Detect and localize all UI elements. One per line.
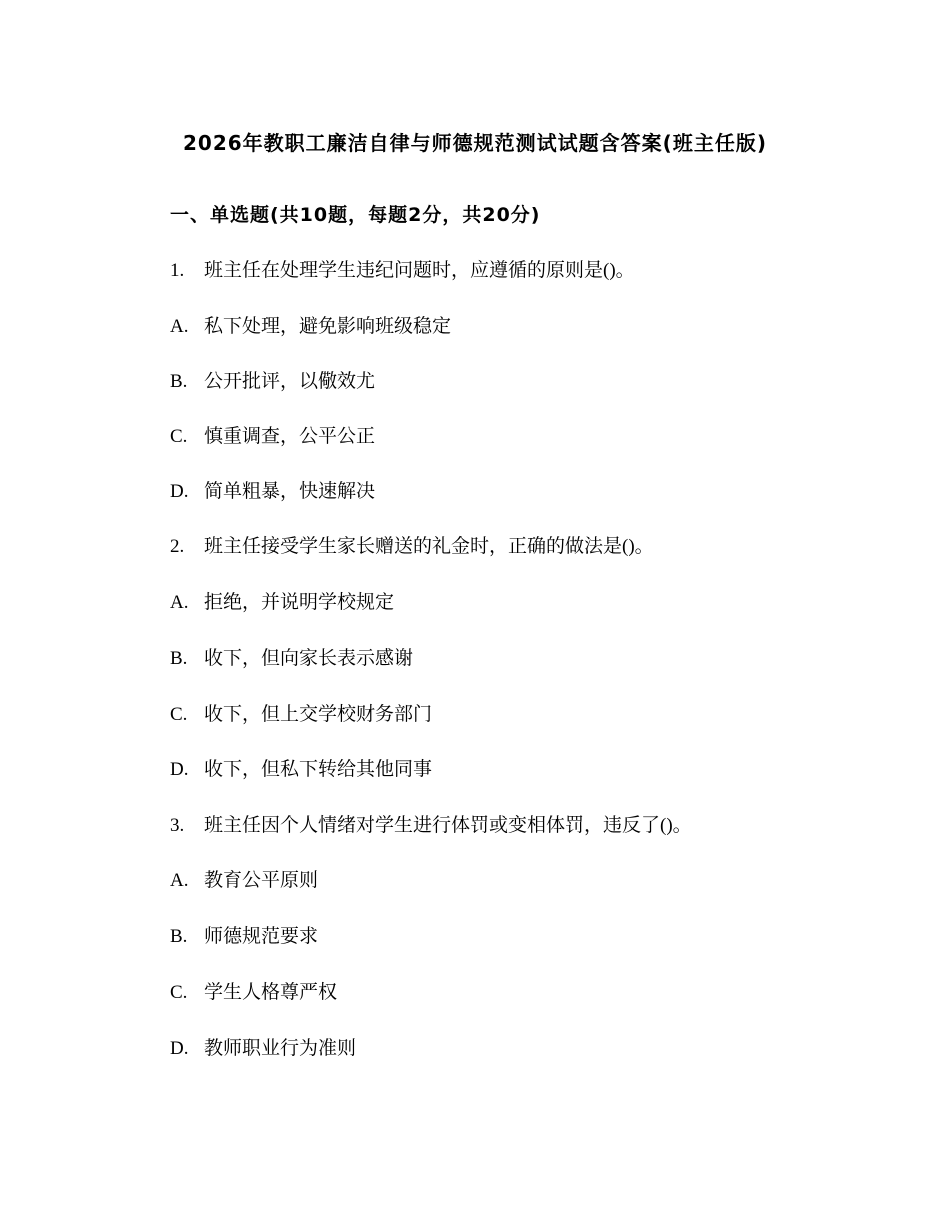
option-letter: B. bbox=[170, 648, 188, 669]
question-2 bbox=[170, 532, 654, 562]
option-letter: C. bbox=[170, 704, 188, 725]
option-letter: B. bbox=[170, 926, 188, 947]
question-3-option-c bbox=[170, 978, 337, 1008]
option-letter: C. bbox=[170, 426, 188, 447]
option-letter: D. bbox=[170, 1038, 189, 1059]
question-number: 3. bbox=[170, 815, 185, 836]
question-3 bbox=[170, 811, 692, 841]
option-text: 慎重调查，公平公正 bbox=[204, 426, 376, 447]
question-3-option-a bbox=[170, 866, 318, 896]
option-text: 私下处理，避免影响班级稳定 bbox=[204, 316, 452, 337]
page-title: 2026年教职工廉洁自律与师德规范测试试题含答案(班主任版) bbox=[183, 131, 767, 155]
option-letter: B. bbox=[170, 371, 188, 392]
question-2-option-a bbox=[170, 588, 394, 618]
option-text: 公开批评，以儆效尤 bbox=[204, 371, 376, 392]
option-text: 简单粗暴，快速解决 bbox=[204, 481, 376, 502]
option-text: 教师职业行为准则 bbox=[204, 1038, 357, 1059]
question-2-option-c bbox=[170, 700, 432, 730]
option-letter: D. bbox=[170, 759, 189, 780]
question-text: 班主任接受学生家长赠送的礼金时，正确的做法是()。 bbox=[204, 536, 654, 557]
option-letter: A. bbox=[170, 316, 189, 337]
option-letter: A. bbox=[170, 870, 189, 891]
question-2-option-d bbox=[170, 755, 432, 785]
option-letter: C. bbox=[170, 982, 188, 1003]
question-1 bbox=[170, 256, 635, 286]
option-letter: A. bbox=[170, 592, 189, 613]
question-2-option-b bbox=[170, 644, 413, 674]
option-letter: D. bbox=[170, 481, 189, 502]
option-text: 师德规范要求 bbox=[204, 926, 319, 947]
question-1-option-d bbox=[170, 477, 375, 507]
option-text: 拒绝，并说明学校规定 bbox=[204, 592, 395, 613]
option-text: 收下，但上交学校财务部门 bbox=[204, 704, 433, 725]
question-text: 班主任因个人情绪对学生进行体罚或变相体罚，违反了()。 bbox=[204, 815, 692, 836]
question-1-option-a bbox=[170, 312, 451, 342]
question-3-option-d bbox=[170, 1034, 356, 1064]
section-heading: 一、单选题(共10题，每题2分，共20分) bbox=[170, 204, 541, 226]
question-3-option-b bbox=[170, 922, 318, 952]
option-text: 学生人格尊严权 bbox=[204, 982, 338, 1003]
question-1-option-c bbox=[170, 422, 375, 452]
question-text: 班主任在处理学生违纪问题时，应遵循的原则是()。 bbox=[204, 260, 635, 281]
question-number: 2. bbox=[170, 536, 185, 557]
option-text: 教育公平原则 bbox=[204, 870, 319, 891]
option-text: 收下，但私下转给其他同事 bbox=[204, 759, 433, 780]
question-number: 1. bbox=[170, 260, 185, 281]
question-1-option-b bbox=[170, 367, 375, 397]
option-text: 收下，但向家长表示感谢 bbox=[204, 648, 414, 669]
